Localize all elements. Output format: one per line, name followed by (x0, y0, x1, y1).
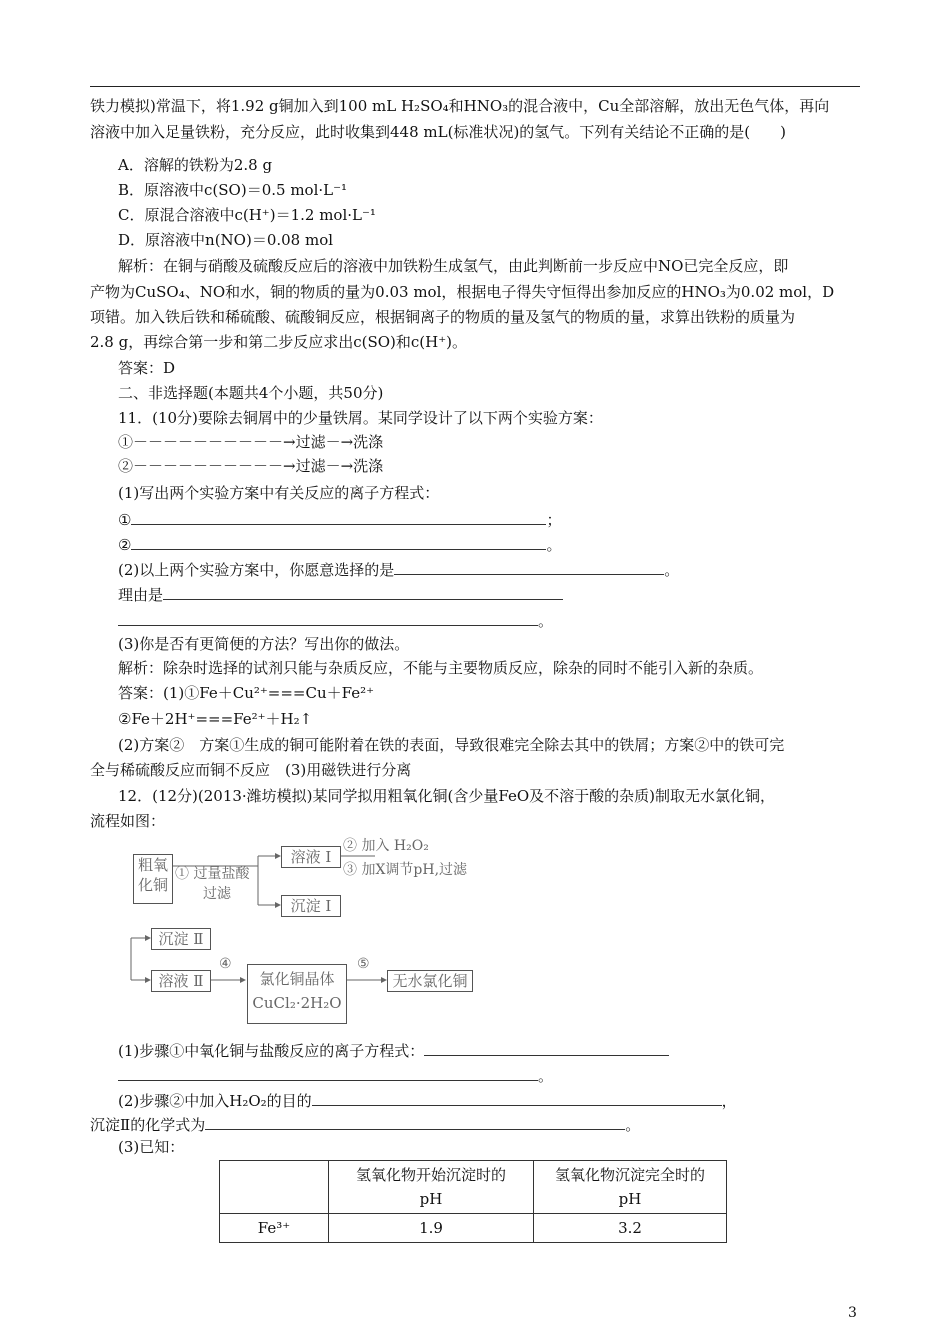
table-cell-start: 1.9 (329, 1214, 534, 1243)
q11-reason (118, 583, 888, 605)
header-rule (90, 86, 860, 87)
blank-label: ① (118, 511, 132, 529)
answer-blank[interactable] (163, 583, 563, 600)
sub-2-end: ， (721, 1092, 737, 1110)
sub-1-text: (1)步骤①中氧化铜与盐酸反应的离子方程式： (118, 1042, 425, 1060)
table-header-complete (534, 1161, 727, 1214)
blank-label: ② (118, 536, 132, 554)
blank-end: 。 (546, 536, 562, 554)
q12-sub-2 (118, 1089, 888, 1111)
q11-reason-cont (118, 609, 888, 631)
crystal-label-1: 氯化铜晶体 (259, 970, 335, 988)
q11-scheme-1: ①－－－－－－－－－－→过滤－→洗涤 (118, 433, 384, 451)
table-row (220, 1161, 727, 1214)
q12-stem-line-2: 流程如图： (90, 812, 166, 830)
table-header-start (329, 1161, 534, 1214)
q11-answer-3: (2)方案② 方案①生成的铜可能附着在铁的表面，导致很难完全除去其中的铁屑；方案②中的铁可完 (118, 736, 785, 754)
q11-answer-1: 答案：(1)①Fe＋Cu²⁺===Cu＋Fe²⁺ (118, 684, 375, 702)
arrow-head (240, 977, 246, 983)
q10-stem-line-2: 溶液中加入足量铁粉，充分反应，此时收集到448 mL(标准状况)的氢气。下列有关结论不正确的是( ) (90, 123, 786, 141)
q12-sub-1-cont (118, 1064, 888, 1086)
step-5-label: ⑤ (357, 956, 370, 972)
step-1-label: ① 过量盐酸 (175, 866, 250, 882)
q11-scheme-2: ②－－－－－－－－－－→过滤－→洗涤 (118, 457, 384, 475)
q11-blank-2 (118, 533, 888, 555)
crude-label-1: 粗氧 (137, 856, 168, 874)
reason-end: 。 (538, 612, 554, 630)
ph-table (219, 1160, 727, 1243)
q10-option-d: D．原溶液中n(NO)＝0.08 mol (118, 231, 334, 249)
crystal-label-2: CuCl₂·2H₂O (252, 994, 342, 1012)
sub-2-text: (2)步骤②中加入H₂O₂的目的 (118, 1092, 312, 1110)
q11-analysis: 解析：除杂时选择的试剂只能与杂质反应，不能与主要物质反应，除杂的同时不能引入新的杂质。 (118, 659, 764, 677)
q10-analysis-line-4: 2.8 g，再综合第一步和第二步反应求出c(SO)和c(H⁺)。 (90, 333, 468, 351)
answer-blank[interactable] (394, 558, 664, 575)
answer-blank[interactable] (131, 508, 546, 525)
q10-option-c: C．原混合溶液中c(H⁺)＝1.2 mol·L⁻¹ (118, 206, 376, 224)
sub-2b-end: 。 (625, 1116, 641, 1134)
step-2-label: ② 加入 H₂O₂ (343, 838, 429, 854)
q10-analysis-line-3: 项错。加入铁后铁和稀硫酸、硫酸铜反应，根据铜离子的物质的量及氢气的物质的量，求算出铁粉的质量为 (90, 308, 796, 326)
flowchart (125, 830, 525, 1030)
table-cell-empty (220, 1161, 329, 1214)
q11-sub-1: (1)写出两个实验方案中有关反应的离子方程式： (118, 484, 440, 502)
q11-stem: 11．(10分)要除去铜屑中的少量铁屑。某同学设计了以下两个实验方案： (118, 409, 603, 427)
table-cell-complete: 3.2 (534, 1214, 727, 1243)
anhydrous-copper-chloride-box: 无水氯化铜 (387, 970, 473, 992)
crude-copper-oxide-box (133, 854, 173, 904)
precipitate-1-box: 沉淀 Ⅰ (281, 895, 341, 917)
sub-2b-text: 沉淀Ⅱ的化学式为 (90, 1116, 206, 1134)
copper-chloride-crystal-box (247, 964, 347, 1024)
answer-blank[interactable] (205, 1113, 625, 1130)
sub-2-end: 。 (664, 561, 680, 579)
q10-option-b: B．原溶液中c(SO)＝0.5 mol·L⁻¹ (118, 181, 348, 199)
q11-sub-2 (118, 558, 888, 580)
answer-blank[interactable] (118, 609, 538, 626)
q11-blank-1 (118, 508, 888, 530)
page-number: 3 (848, 1305, 857, 1321)
q11-answer-2: ②Fe＋2H⁺===Fe²⁺＋H₂↑ (118, 710, 313, 728)
header-complete-unit: pH (618, 1190, 642, 1208)
precipitate-2-box: 沉淀 Ⅱ (151, 928, 211, 950)
answer-blank[interactable] (118, 1064, 538, 1081)
q12-sub-1 (118, 1039, 888, 1061)
header-start-unit: pH (419, 1190, 443, 1208)
q10-stem-line-1: 铁力模拟)常温下，将1.92 g铜加入到100 mL H₂SO₄和HNO₃的混合液中，Cu全部溶解，放出无色气体，再向 (90, 97, 830, 115)
q10-option-a: A．溶解的铁粉为2.8 g (118, 156, 273, 174)
table-row-label: Fe³⁺ (220, 1214, 329, 1243)
q10-answer: 答案：D (118, 359, 176, 377)
q11-sub-3: (3)你是否有更简便的方法？写出你的做法。 (118, 635, 410, 653)
section-heading: 二、非选择题(本题共4个小题，共50分) (118, 384, 384, 402)
step-3-label: ③ 加X调节pH,过滤 (343, 862, 468, 878)
q12-sub-2b (90, 1113, 860, 1135)
sub-2-text: (2)以上两个实验方案中，你愿意选择的是 (118, 561, 395, 579)
q11-answer-4: 全与稀硫酸反应而铜不反应 (3)用磁铁进行分离 (90, 761, 412, 779)
sub-1-end: 。 (538, 1067, 554, 1085)
answer-blank[interactable] (424, 1039, 669, 1056)
solution-1-box: 溶液 Ⅰ (281, 846, 341, 868)
header-complete-text: 氢氧化物沉淀完全时的 (554, 1166, 705, 1184)
solution-2-box: 溶液 Ⅱ (151, 970, 211, 992)
table-row (220, 1214, 727, 1243)
blank-end: ； (546, 511, 562, 529)
crude-label-2: 化铜 (137, 876, 168, 894)
answer-blank[interactable] (131, 533, 546, 550)
answer-blank[interactable] (312, 1089, 722, 1106)
q12-sub-3: (3)已知： (118, 1138, 185, 1156)
step-4-label: ④ (219, 956, 232, 972)
q12-stem-line-1: 12．(12分)(2013·潍坊模拟)某同学拟用粗氧化铜(含少量FeO及不溶于酸的杂质)制取无水氯化铜， (118, 787, 775, 805)
q10-analysis-line-2: 产物为CuSO₄、NO和水，铜的物质的量为0.03 mol，根据电子得失守恒得出参加反应的HNO₃为0.02 mol，D (90, 283, 835, 301)
q10-analysis-line-1: 解析：在铜与硝酸及硫酸反应后的溶液中加铁粉生成氢气，由此判断前一步反应中NO已完全反应，即 (118, 257, 789, 275)
step-1-sub: 过滤 (203, 886, 231, 902)
reason-label: 理由是 (118, 586, 164, 604)
header-start-text: 氢氧化物开始沉淀时的 (355, 1166, 506, 1184)
